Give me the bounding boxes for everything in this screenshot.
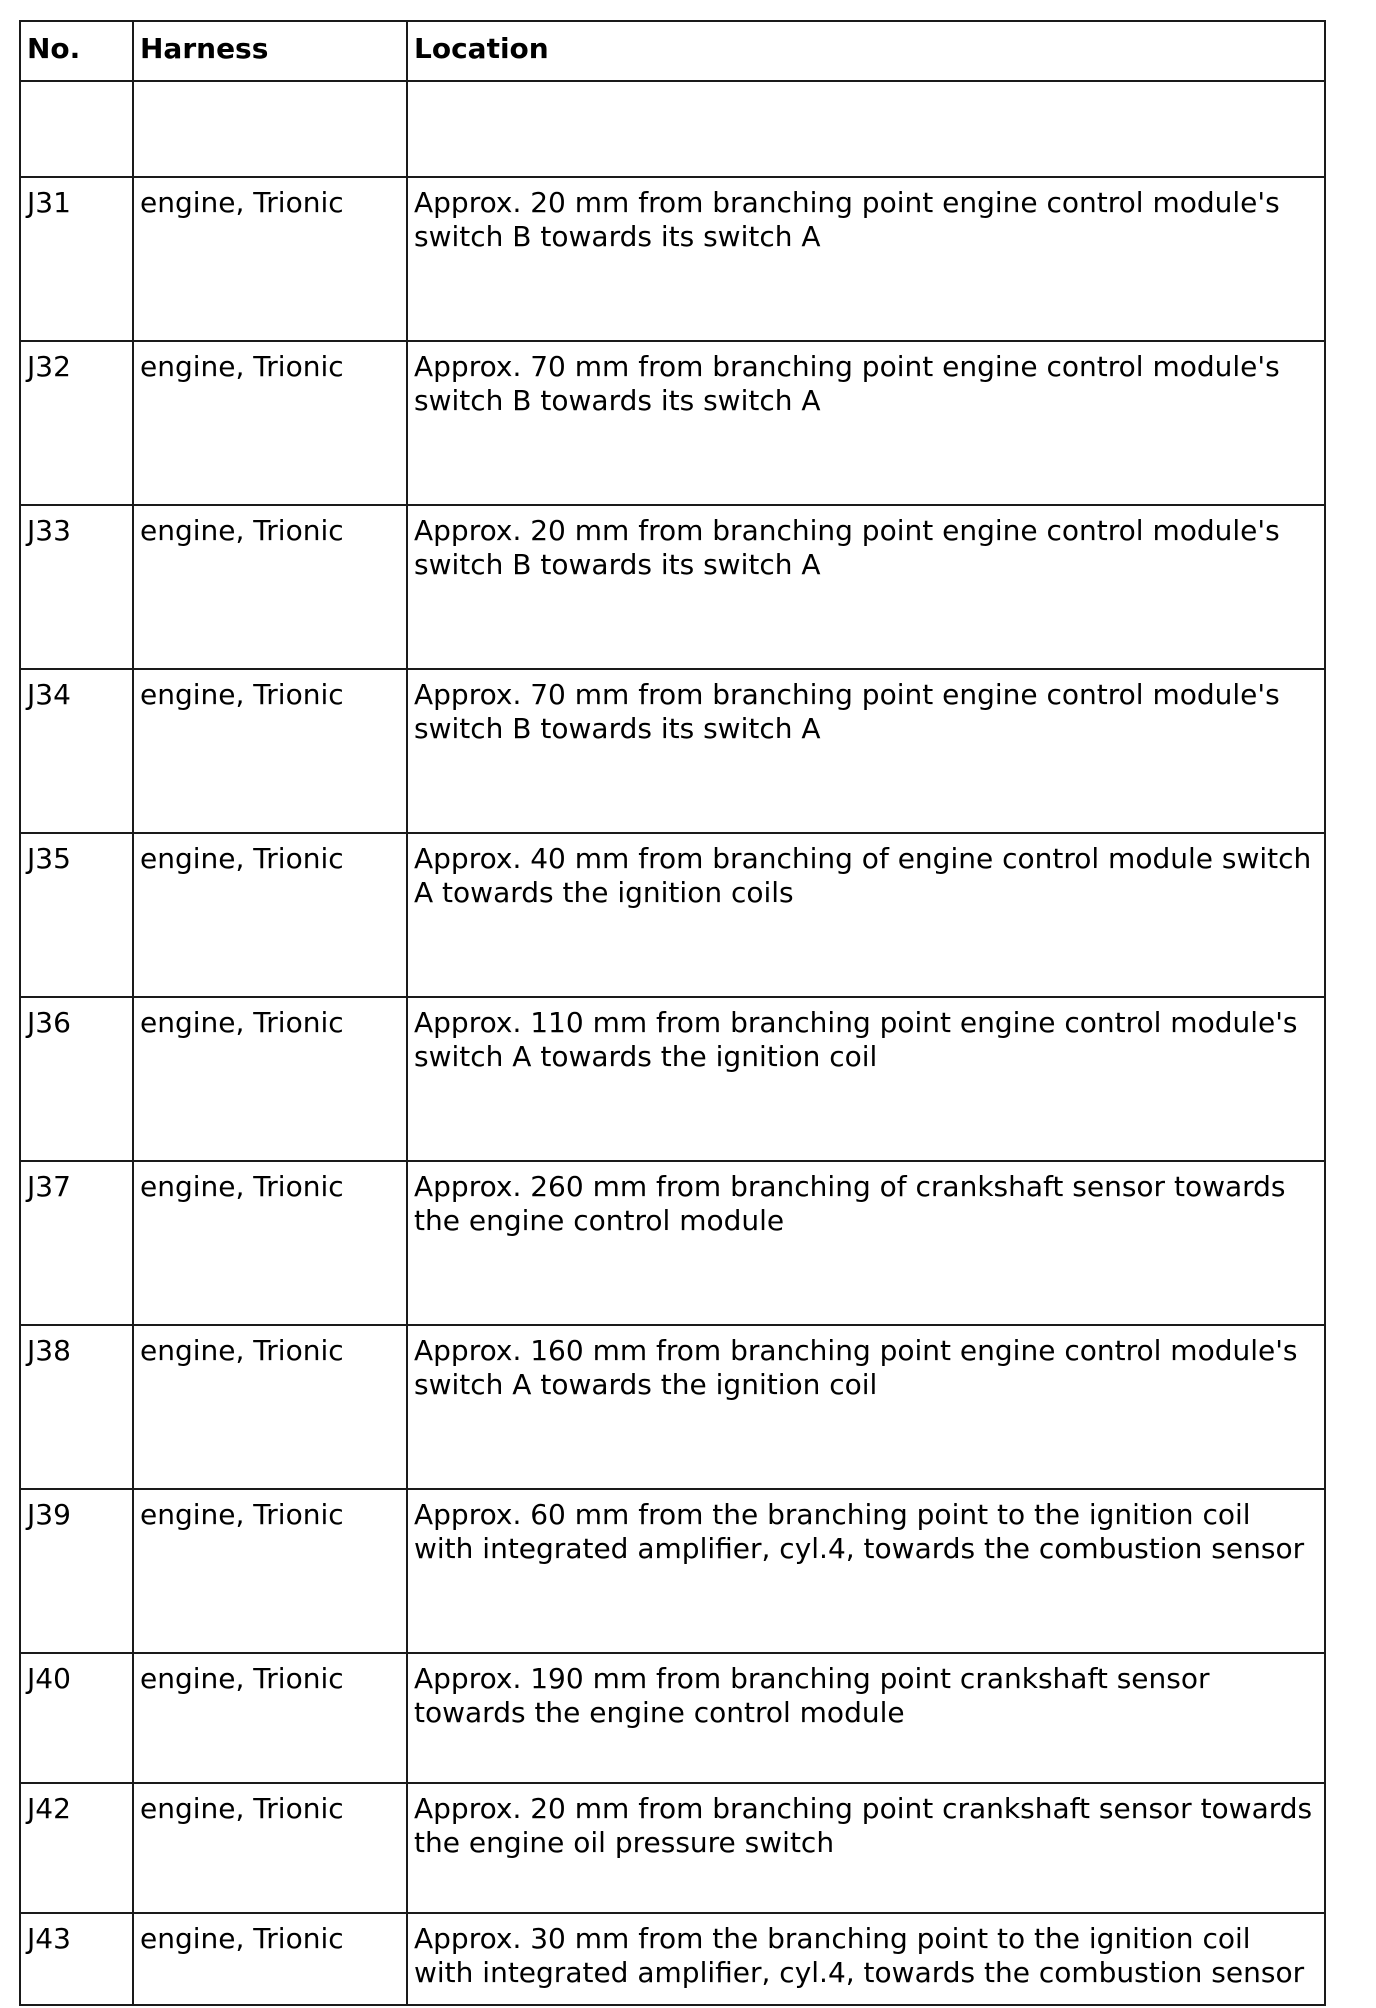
cell-location: Approx. 260 mm from branching of crankshaft sensor towards the engine control module xyxy=(407,1161,1325,1325)
cell-location xyxy=(407,81,1325,177)
cell-no: J32 xyxy=(20,341,133,505)
cell-harness: engine, Trionic xyxy=(133,341,407,505)
cell-harness: engine, Trionic xyxy=(133,1653,407,1783)
cell-harness: engine, Trionic xyxy=(133,1161,407,1325)
cell-harness: engine, Trionic xyxy=(133,177,407,341)
cell-harness xyxy=(133,81,407,177)
table-row xyxy=(20,81,1325,177)
cell-location: Approx. 70 mm from branching point engine control module's switch B towards its switch A xyxy=(407,341,1325,505)
cell-location: Approx. 20 mm from branching point crankshaft sensor towards the engine oil pressure switch xyxy=(407,1783,1325,1913)
cell-no: J39 xyxy=(20,1489,133,1653)
cell-no xyxy=(20,81,133,177)
table-row xyxy=(20,177,1325,341)
cell-no: J42 xyxy=(20,1783,133,1913)
cell-no: J35 xyxy=(20,833,133,997)
cell-location: Approx. 20 mm from branching point engine control module's switch B towards its switch A xyxy=(407,177,1325,341)
cell-location: Approx. 40 mm from branching of engine control module switch A towards the ignition coils xyxy=(407,833,1325,997)
cell-no: J37 xyxy=(20,1161,133,1325)
cell-location: Approx. 30 mm from the branching point to the ignition coil with integrated amplifier, cyl.4, towards the combustion sensor xyxy=(407,1913,1325,2005)
cell-harness: engine, Trionic xyxy=(133,1783,407,1913)
table-header-row xyxy=(20,21,1325,81)
table-row xyxy=(20,505,1325,669)
cell-no: J31 xyxy=(20,177,133,341)
table-row xyxy=(20,1653,1325,1783)
cell-harness: engine, Trionic xyxy=(133,505,407,669)
cell-no: J40 xyxy=(20,1653,133,1783)
cell-location: Approx. 70 mm from branching point engine control module's switch B towards its switch A xyxy=(407,669,1325,833)
cell-harness: engine, Trionic xyxy=(133,1489,407,1653)
cell-no: J33 xyxy=(20,505,133,669)
table-row xyxy=(20,1913,1325,2005)
cell-location: Approx. 20 mm from branching point engine control module's switch B towards its switch A xyxy=(407,505,1325,669)
cell-no: J36 xyxy=(20,997,133,1161)
table-row xyxy=(20,1489,1325,1653)
table-row xyxy=(20,833,1325,997)
table-row xyxy=(20,997,1325,1161)
cell-harness: engine, Trionic xyxy=(133,1325,407,1489)
cell-harness: engine, Trionic xyxy=(133,833,407,997)
cell-harness: engine, Trionic xyxy=(133,669,407,833)
cell-location: Approx. 60 mm from the branching point to the ignition coil with integrated amplifier, cyl.4, towards the combustion sensor xyxy=(407,1489,1325,1653)
cell-no: J34 xyxy=(20,669,133,833)
header-location: Location xyxy=(407,21,1325,81)
cell-location: Approx. 160 mm from branching point engine control module's switch A towards the ignition coil xyxy=(407,1325,1325,1489)
table-row xyxy=(20,341,1325,505)
table-row xyxy=(20,669,1325,833)
header-no: No. xyxy=(20,21,133,81)
table-row xyxy=(20,1783,1325,1913)
cell-location: Approx. 110 mm from branching point engine control module's switch A towards the ignition coil xyxy=(407,997,1325,1161)
harness-location-table xyxy=(19,20,1326,2006)
header-harness: Harness xyxy=(133,21,407,81)
table-row xyxy=(20,1325,1325,1489)
cell-no: J38 xyxy=(20,1325,133,1489)
table-row xyxy=(20,1161,1325,1325)
cell-harness: engine, Trionic xyxy=(133,1913,407,2005)
cell-no: J43 xyxy=(20,1913,133,2005)
cell-location: Approx. 190 mm from branching point crankshaft sensor towards the engine control module xyxy=(407,1653,1325,1783)
cell-harness: engine, Trionic xyxy=(133,997,407,1161)
